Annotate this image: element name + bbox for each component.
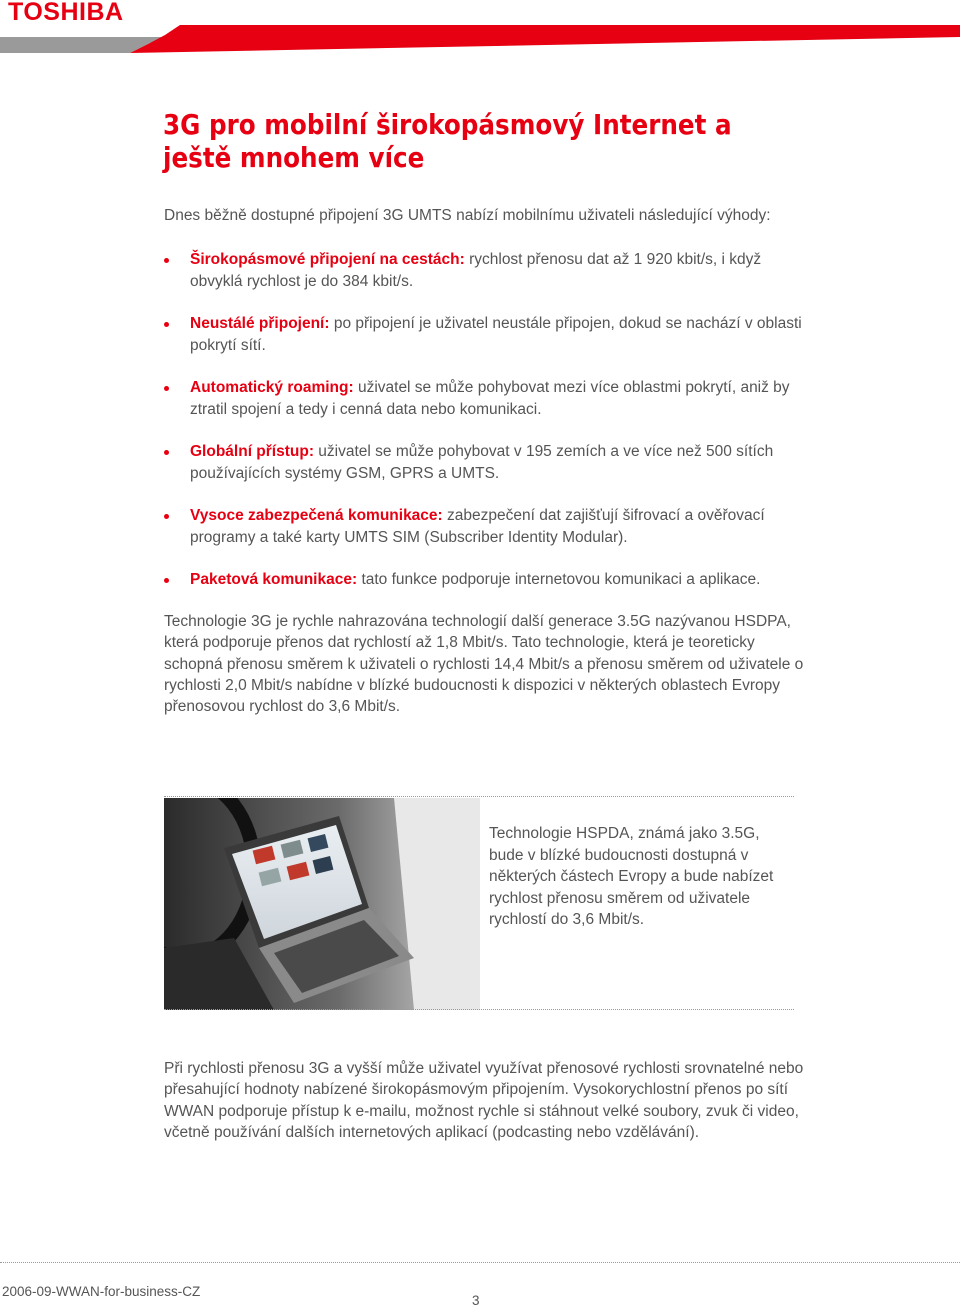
bullet-dot-icon <box>164 514 169 519</box>
page-title: 3G pro mobilní širokopásmový Internet a ještě mnohem více <box>163 108 732 174</box>
header-swoosh-bar <box>0 25 960 53</box>
list-item <box>164 313 804 356</box>
bullet-text: uživatel se může pohybovat mezi více oblastmi pokrytí, aniž by ztratil spojení a tedy i cenná data nebo komunikaci. <box>190 379 790 418</box>
figure-caption: Technologie HSPDA, známá jako 3.5G, bude v blízké budoucnosti dostupná v některých částech Evropy a bude nabízet rychlost přenosu směrem od uživatele rychlostí do 3,6 Mbit/s. <box>489 825 774 928</box>
benefits-list <box>164 249 804 612</box>
bullet-term: Paketová komunikace: <box>190 571 358 588</box>
footer-divider <box>0 1262 960 1263</box>
list-item <box>164 441 804 484</box>
page-number: 3 <box>472 1293 480 1308</box>
bullet-text: tato funkce podporuje internetovou komunikaci a aplikace. <box>357 571 761 588</box>
bullet-term: Širokopásmové připojení na cestách: <box>190 251 465 268</box>
bullet-dot-icon <box>164 386 169 391</box>
bullet-text: rychlost přenosu dat až 1 920 kbit/s, i když obvyklá rychlost je do 384 kbit/s. <box>190 251 762 290</box>
bullet-text: uživatel se může pohybovat v 195 zemích a ve více než 500 sítích používajících systémy GSM, GPRS a UMTS. <box>190 443 774 482</box>
bullet-dot-icon <box>164 450 169 455</box>
figure-top-divider <box>164 796 794 797</box>
bullet-text: zabezpečení dat zajišťují šifrovací a ověřovací programy a také karty UMTS SIM (Subscriber Identity Modular). <box>190 507 765 546</box>
speed-comparison-paragraph: Při rychlosti přenosu 3G a vyšší může uživatel využívat přenosové rychlosti srovnatelné nebo přesahující hodnoty nabízené širokopásmovým připojením. Vysokorychlostní přenos po sítí WWAN podporuje přístup k e-mailu, možnost rychle si stáhnout velké soubory, zvuk či video, včetně používání dalších internetových aplikací (podcasting nebo vzdělávání). <box>164 1060 804 1141</box>
bullet-term: Neustálé připojení: <box>190 315 330 332</box>
bullet-term: Globální přístup: <box>190 443 314 460</box>
document-id: 2006-09-WWAN-for-business-CZ <box>2 1284 201 1299</box>
bullet-term: Automatický roaming: <box>190 379 354 396</box>
list-item <box>164 249 804 292</box>
list-item <box>164 505 804 548</box>
bullet-dot-icon <box>164 322 169 327</box>
list-item <box>164 569 804 591</box>
figure-bottom-divider <box>164 1009 794 1010</box>
bullet-text: po připojení je uživatel neustále připojen, dokud se nachází v oblasti pokrytí sítí. <box>190 315 802 354</box>
laptop-in-car-photo <box>164 798 480 1010</box>
header-red-band <box>130 25 960 53</box>
bullet-dot-icon <box>164 578 169 583</box>
intro-text: Dnes běžně dostupné připojení 3G UMTS nabízí mobilnímu uživateli následující výhody: <box>164 207 771 224</box>
bullet-dot-icon <box>164 258 169 263</box>
list-item <box>164 377 804 420</box>
bullet-term: Vysoce zabezpečená komunikace: <box>190 507 443 524</box>
toshiba-logo: TOSHIBA <box>8 0 124 26</box>
hsdpa-paragraph: Technologie 3G je rychle nahrazována technologií další generace 3.5G nazývanou HSDPA, která podporuje přenos dat rychlostí až 1,8 Mbit/s. Tato technologie, která je teoreticky schopná přenosu směrem k uživateli o rychlosti 14,4 Mbit/s a přenosu směrem od uživatele o rychlosti 2,0 Mbit/s nabídne v blízké budoucnosti k dispozici v některých oblastech Evropy přenosovou rychlost do 3,6 Mbit/s. <box>164 613 804 716</box>
